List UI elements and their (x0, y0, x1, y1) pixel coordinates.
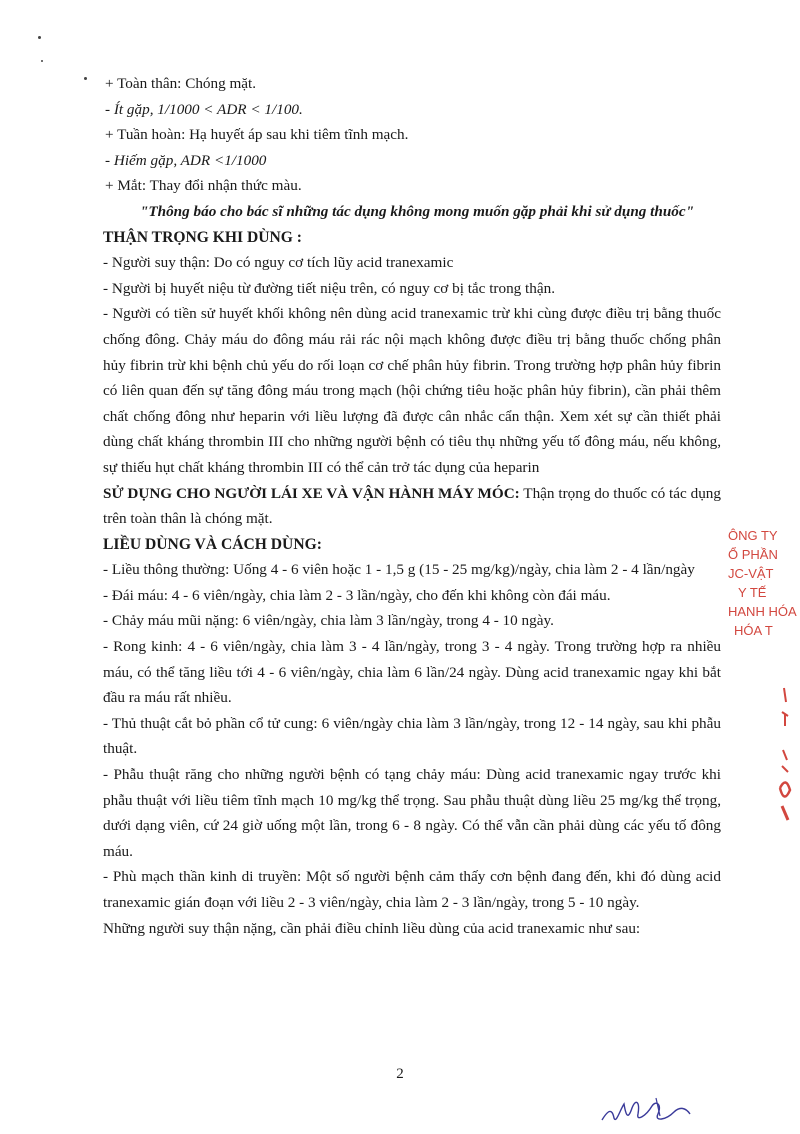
stamp-line: JC-VẬT (728, 566, 774, 581)
dosage-note: Những người suy thận nặng, cần phải điều chỉnh liều dùng của acid tranexamic như sau: (103, 919, 641, 937)
dosage-item: - Đái máu: 4 - 6 viên/ngày, chia làm 2 - 3 lần/ngày, cho đến khi không còn đái máu. (103, 586, 611, 604)
stamp-line: HANH HÓA (728, 604, 797, 619)
dosage-item: - Thủ thuật cắt bỏ phần cổ tử cung: 6 viên/ngày chia làm 3 lần/ngày, trong 12 - 14 ngày, sau khi phẫu thuật. (103, 714, 721, 758)
stamp-line: ÔNG TY (728, 528, 778, 543)
stamp-edge-marks (770, 680, 800, 830)
scan-speck (38, 36, 41, 39)
dosage-item: - Chảy máu mũi nặng: 6 viên/ngày, chia làm 3 lần/ngày, trong 4 - 10 ngày. (103, 612, 554, 630)
bullet-dot (84, 77, 87, 80)
line-systemic: + Toàn thân: Chóng mặt. (105, 75, 257, 92)
precautions-heading: THẬN TRỌNG KHI DÙNG : (103, 228, 302, 246)
signature (596, 1080, 706, 1130)
precaution-item: - Người suy thận: Do có nguy cơ tích lũy acid tranexamic (103, 254, 454, 272)
precaution-paragraph: - Người có tiền sử huyết khối không nên dùng acid tranexamic trừ khi cùng được điều trị bằng thuốc chống đông. Chảy máu do đông máu rải rác nội mạch không được điều trị bằng thuốc chống phân hủy fibrin trừ khi bệnh chủ yếu do rối loạn cơ chế phân hủy fibrin. Trong trường hợp phân hủy fibrin có liên quan đến sự tăng đông máu trong mạch (hội chứng tiêu hoặc phân hủy fibrin), cần phải thêm chất chống đông như heparin với liều lượng đã được cân nhắc cẩn thận. Xem xét sự cần thiết phải dùng chất kháng thrombin III cho những người bệnh có tiêu thụ những yếu tố đông máu, nếu không, sự thiếu hụt chất kháng thrombin III có thể cản trở tác dụng của heparin (103, 305, 721, 476)
page-number: 2 (396, 1066, 404, 1082)
scan-speck (41, 60, 43, 62)
line-uncommon: - Ít gặp, 1/1000 < ADR < 1/100. (105, 100, 303, 118)
stamp-line: Ổ PHẦN (728, 547, 778, 562)
driving-text: Thận trọng do thuốc có tác dụng trên toàn thân là chóng mặt. (103, 484, 721, 528)
driving-heading: SỬ DỤNG CHO NGƯỜI LÁI XE VÀ VẬN HÀNH MÁY MÓC: (103, 484, 520, 502)
dosage-item: - Phẫu thuật răng cho những người bệnh có tạng chảy máu: Dùng acid tranexamic ngay trước khi phẫu thuật với liều tiêm tĩnh mạch 10 mg/kg thể trọng. Sau phẫu thuật dùng liều 25 mg/kg thể trọng, dưới dạng viên, cứ 24 giờ uống một lần, trong 6 - 8 ngày. Có thể vẫn cần phải dùng các yếu tố đông máu. (103, 766, 721, 860)
line-circulation: + Tuần hoàn: Hạ huyết áp sau khi tiêm tĩnh mạch. (105, 126, 409, 144)
company-stamp (728, 526, 800, 666)
document-body (103, 71, 721, 941)
precaution-item: - Người bị huyết niệu từ đường tiết niệu trên, có nguy cơ bị tắc trong thận. (103, 279, 556, 297)
stamp-line: HÓA T (734, 623, 773, 638)
line-eyes: + Mắt: Thay đổi nhận thức màu. (105, 177, 302, 195)
dosage-item: - Rong kinh: 4 - 6 viên/ngày, chia làm 3 - 4 lần/ngày, trong 3 - 4 ngày. Trong trường hợp ra nhiều máu, có thể tăng liều tới 4 - 6 viên/ngày, chia làm 6 lần/24 ngày. Dùng acid tranexamic ngay khi bắt đầu ra máu rất nhiều. (103, 638, 721, 707)
doctor-notice: "Thông báo cho bác sĩ những tác dụng không mong muốn gặp phải khi sử dụng thuốc" (139, 202, 695, 220)
dosage-heading: LIỀU DÙNG VÀ CÁCH DÙNG: (103, 535, 322, 553)
dosage-item: - Liều thông thường: Uống 4 - 6 viên hoặc 1 - 1,5 g (15 - 25 mg/kg)/ngày, chia làm 2 - 4 lần/ngày (103, 561, 695, 579)
driving-section (103, 481, 721, 532)
dosage-item: - Phù mạch thần kinh di truyền: Một số người bệnh cảm thấy cơn bệnh đang đến, khi đó dùng acid tranexamic gián đoạn với liều 2 - 3 viên/ngày, chia làm 2 - 3 lần/ngày, trong 5 - 10 ngày. (103, 868, 721, 911)
line-rare: - Hiếm gặp, ADR <1/1000 (105, 151, 267, 169)
stamp-line: Y TẾ (738, 585, 767, 600)
